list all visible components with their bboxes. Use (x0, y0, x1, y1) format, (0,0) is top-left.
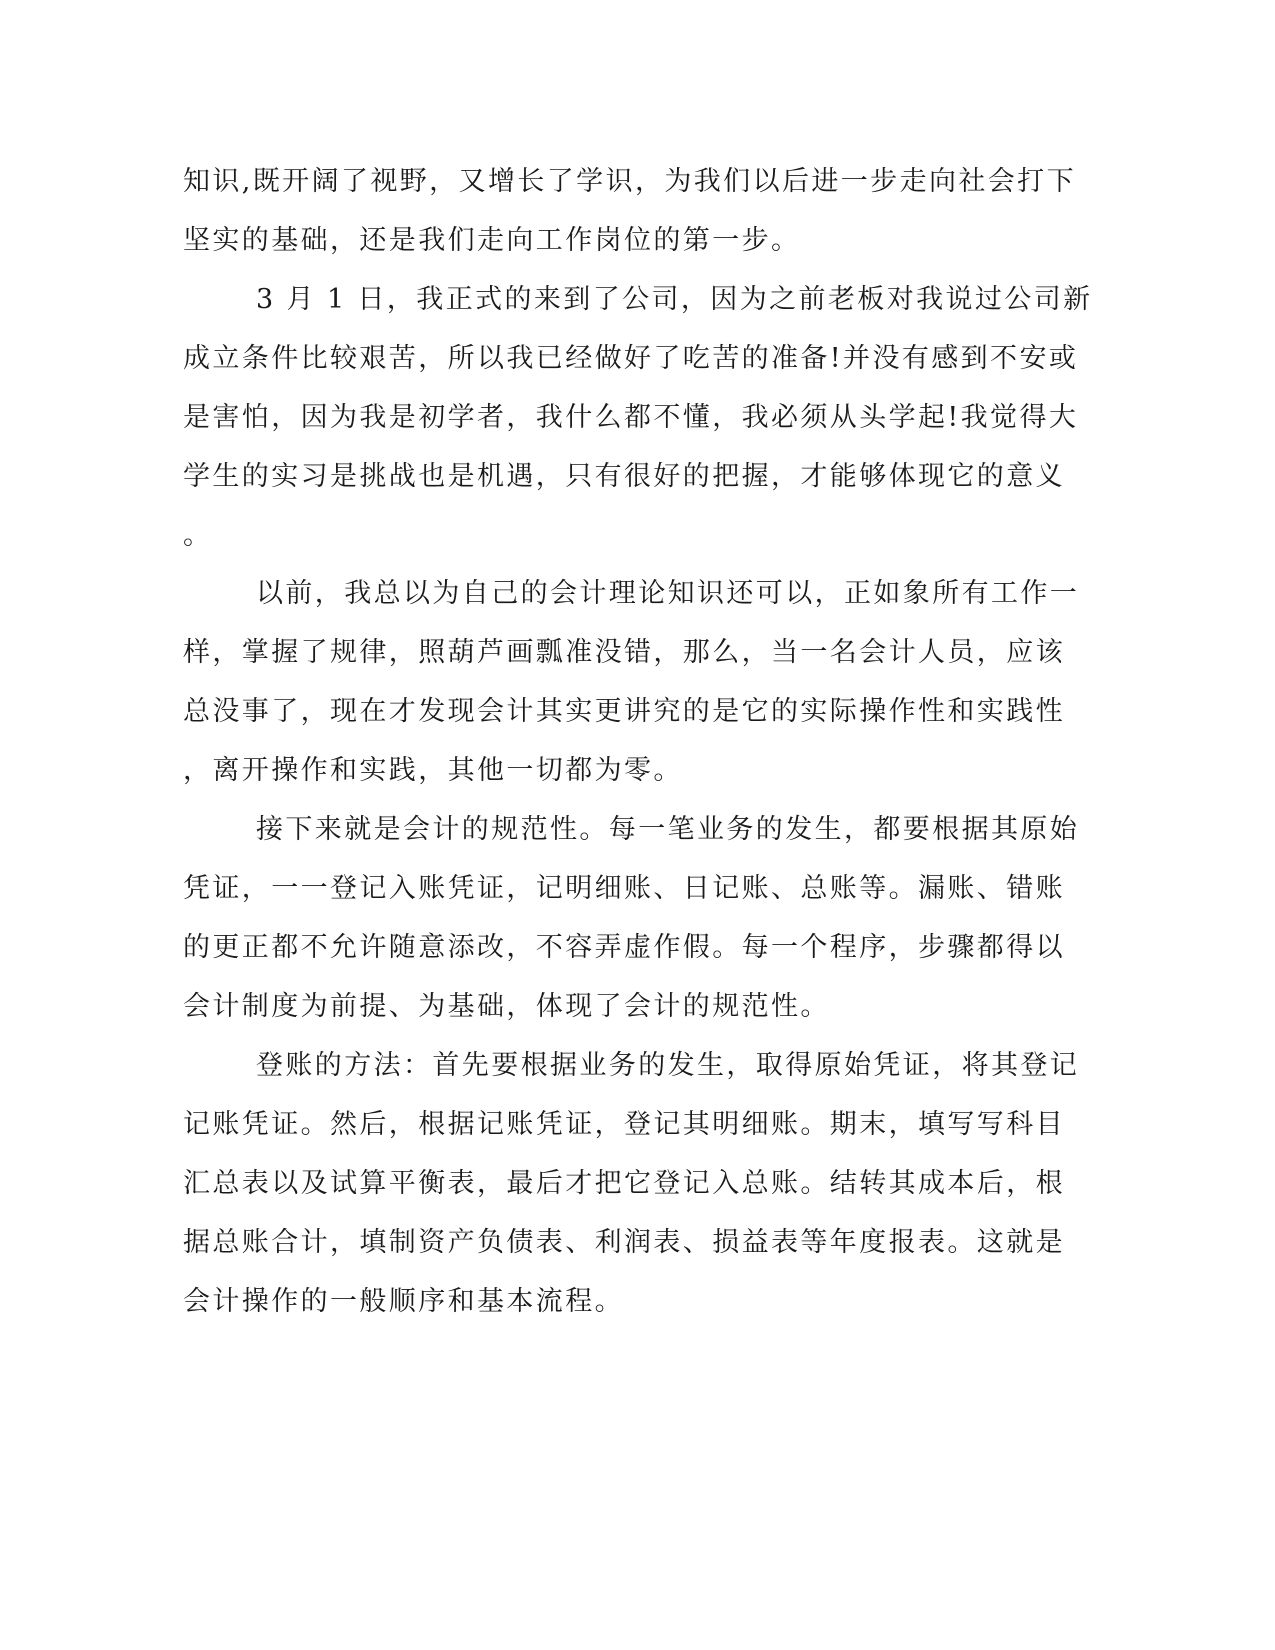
text-line: 总没事了，现在才发现会计其实更讲究的是它的实际操作性和实践性 (183, 696, 1065, 727)
text-line: 的更正都不允许随意添改，不容弄虚作假。每一个程序，步骤都得以 (183, 932, 1065, 963)
paragraph-first-line: 接下来就是会计的规范性。每一笔业务的发生，都要根据其原始 (256, 814, 1080, 845)
text-line: 据总账合计，填制资产负债表、利润表、损益表等年度报表。这就是 (183, 1227, 1065, 1258)
text-line: 记账凭证。然后，根据记账凭证，登记其明细账。期末，填写写科目 (183, 1109, 1065, 1140)
text-line: 。 (183, 520, 213, 551)
text-line: 学生的实习是挑战也是机遇，只有很好的把握，才能够体现它的意义 (183, 461, 1065, 492)
paragraph-first-line: 以前，我总以为自己的会计理论知识还可以，正如象所有工作一 (256, 578, 1080, 609)
paragraph-first-line: 3 月 1 日，我正式的来到了公司，因为之前老板对我说过公司新 (256, 284, 1093, 315)
text-line: 是害怕，因为我是初学者，我什么都不懂，我必须从头学起!我觉得大 (183, 402, 1079, 433)
text-line: 会计制度为前提、为基础，体现了会计的规范性。 (183, 991, 830, 1022)
text-line: 凭证，一一登记入账凭证，记明细账、日记账、总账等。漏账、错账 (183, 873, 1065, 904)
text-line: 样，掌握了规律，照葫芦画瓢准没错，那么，当一名会计人员，应该 (183, 637, 1065, 668)
text-line: 汇总表以及试算平衡表，最后才把它登记入总账。结转其成本后，根 (183, 1168, 1065, 1199)
text-line: ，离开操作和实践，其他一切都为零。 (183, 755, 683, 786)
text-line: 坚实的基础，还是我们走向工作岗位的第一步。 (183, 225, 801, 256)
text-line: 成立条件比较艰苦，所以我已经做好了吃苦的准备!并没有感到不安或 (183, 343, 1079, 374)
text-line: 会计操作的一般顺序和基本流程。 (183, 1286, 624, 1317)
text-line: 知识,既开阔了视野，又增长了学识，为我们以后进一步走向社会打下 (183, 166, 1076, 197)
paragraph-first-line: 登账的方法：首先要根据业务的发生，取得原始凭证，将其登记 (256, 1050, 1080, 1081)
